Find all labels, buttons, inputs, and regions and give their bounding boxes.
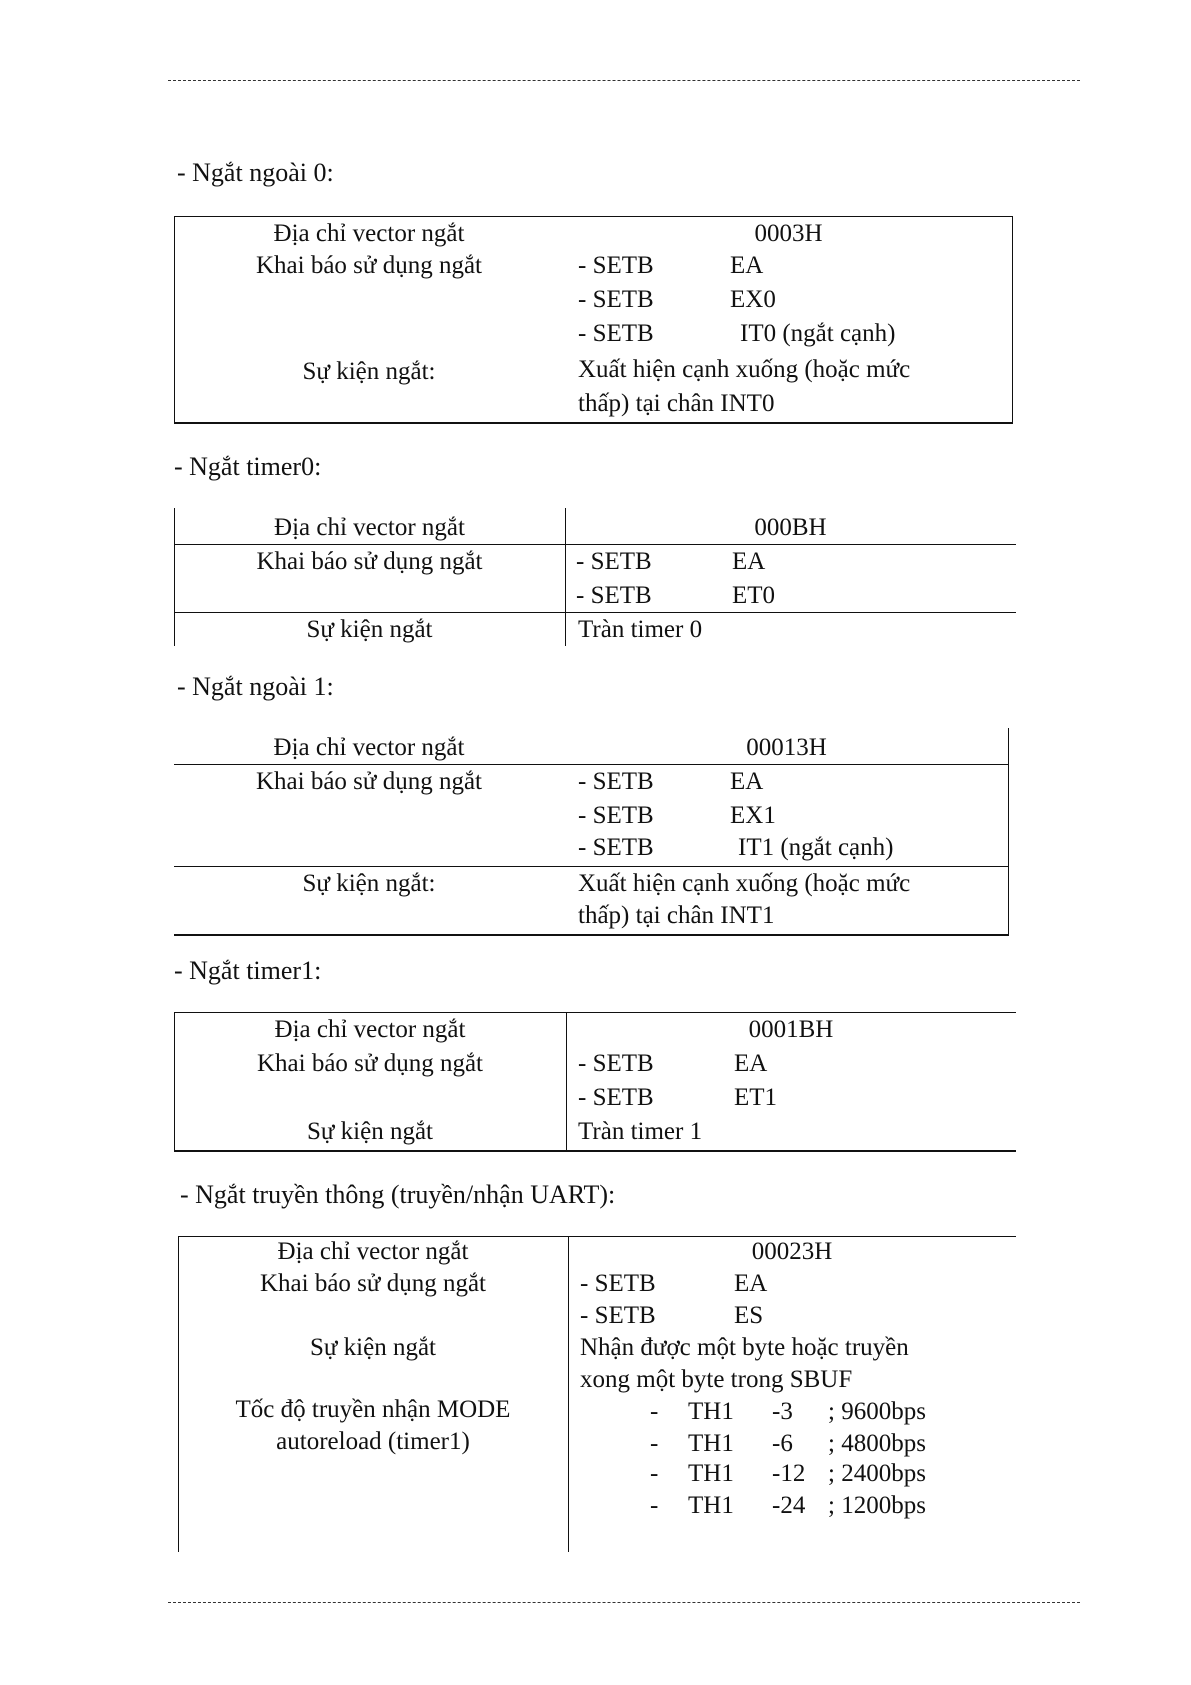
cell-label: Khai báo sử dụng ngắt	[255, 252, 482, 279]
baud-value: -24	[772, 1492, 806, 1519]
command-arg: ET1	[734, 1084, 778, 1111]
command-op: - SETB	[578, 834, 654, 861]
baud-register: TH1	[688, 1398, 734, 1425]
cell-text: Tràn timer 0	[578, 616, 703, 643]
table-border	[174, 764, 1009, 765]
table-external-interrupt-0	[174, 216, 1013, 424]
cell-text: Nhận được một byte hoặc truyền	[580, 1334, 909, 1361]
cell-label: Sự kiện ngắt	[306, 1118, 434, 1145]
table-border	[568, 1236, 569, 1552]
cell-text: thấp) tại chân INT1	[578, 902, 775, 929]
cell-text: thấp) tại chân INT0	[578, 390, 775, 417]
cell-label: Sự kiện ngắt	[309, 1334, 437, 1361]
cell-label: Địa chỉ vector ngắt	[274, 1016, 466, 1043]
baud-bullet: -	[650, 1492, 659, 1519]
cell-label: Địa chỉ vector ngắt	[274, 514, 465, 541]
baud-rate: ; 2400bps	[828, 1460, 926, 1487]
section-heading-timer0-interrupt: - Ngắt timer0:	[174, 452, 322, 481]
cell-value: 0003H	[754, 220, 823, 247]
command-arg: ES	[734, 1302, 764, 1329]
table-border	[174, 1150, 1016, 1152]
cell-label: Sự kiện ngắt:	[302, 870, 436, 897]
cell-label: Khai báo sử dụng ngắt	[259, 1270, 486, 1297]
cell-text: Xuất hiện cạnh xuống (hoặc mức	[578, 870, 911, 897]
command-arg: EA	[730, 252, 764, 279]
command-op: - SETB	[578, 320, 654, 347]
section-heading-timer1-interrupt: - Ngắt timer1:	[174, 956, 322, 985]
cell-value: 00023H	[751, 1238, 833, 1265]
section-heading-uart-interrupt: - Ngắt truyền thông (truyền/nhận UART):	[180, 1180, 616, 1209]
command-op: - SETB	[580, 1270, 656, 1297]
baud-bullet: -	[650, 1460, 659, 1487]
cell-label: Sự kiện ngắt:	[302, 358, 436, 385]
command-arg: EA	[734, 1270, 768, 1297]
table-uart-interrupt	[178, 1236, 1016, 1552]
command-arg: IT1 (ngắt cạnh)	[738, 834, 894, 861]
cell-label: Khai báo sử dụng ngắt	[256, 548, 483, 575]
command-op: - SETB	[580, 1302, 656, 1329]
baud-value: -6	[772, 1430, 793, 1457]
baud-rate: ; 9600bps	[828, 1398, 926, 1425]
baud-rate: ; 1200bps	[828, 1492, 926, 1519]
command-op: - SETB	[578, 1050, 654, 1077]
table-border	[174, 1012, 1016, 1013]
cell-text: xong một byte trong SBUF	[580, 1366, 853, 1393]
table-timer0-interrupt	[174, 508, 1016, 646]
table-border	[174, 422, 1013, 424]
cell-label: Địa chỉ vector ngắt	[273, 734, 465, 761]
table-external-interrupt-1	[174, 728, 1009, 936]
footer-rule	[168, 1602, 1080, 1603]
baud-rate: ; 4800bps	[828, 1430, 926, 1457]
baud-bullet: -	[650, 1430, 659, 1457]
baud-value: -3	[772, 1398, 793, 1425]
command-arg: EA	[730, 768, 764, 795]
table-border	[174, 934, 1009, 936]
baud-register: TH1	[688, 1460, 734, 1487]
baud-bullet: -	[650, 1398, 659, 1425]
table-border	[174, 216, 1013, 217]
command-arg: IT0 (ngắt cạnh)	[740, 320, 896, 347]
command-arg: EA	[732, 548, 766, 575]
header-rule	[168, 80, 1080, 81]
cell-value: 000BH	[754, 514, 827, 541]
command-arg: ET0	[732, 582, 776, 609]
section-heading-external-interrupt-0: - Ngắt ngoài 0:	[177, 158, 334, 187]
cell-label: Khai báo sử dụng ngắt	[255, 768, 482, 795]
command-op: - SETB	[576, 548, 652, 575]
cell-label: Sự kiện ngắt	[306, 616, 433, 643]
table-border	[174, 612, 1016, 613]
cell-label: Tốc độ truyền nhận MODE	[235, 1396, 511, 1423]
table-border	[174, 544, 1016, 545]
baud-register: TH1	[688, 1492, 734, 1519]
cell-label: autoreload (timer1)	[276, 1428, 470, 1455]
cell-value: 00013H	[746, 734, 827, 761]
cell-value: 0001BH	[748, 1016, 834, 1043]
cell-label: Địa chỉ vector ngắt	[273, 220, 465, 247]
command-op: - SETB	[578, 768, 654, 795]
cell-text: Tràn timer 1	[578, 1118, 703, 1145]
command-op: - SETB	[578, 252, 654, 279]
table-border	[174, 866, 1009, 867]
table-timer1-interrupt	[174, 1012, 1016, 1152]
baud-value: -12	[772, 1460, 806, 1487]
section-heading-external-interrupt-1: - Ngắt ngoài 1:	[177, 672, 334, 701]
command-op: - SETB	[578, 1084, 654, 1111]
baud-register: TH1	[688, 1430, 734, 1457]
cell-label: Địa chỉ vector ngắt	[277, 1238, 469, 1265]
command-op: - SETB	[576, 582, 652, 609]
cell-text: Xuất hiện cạnh xuống (hoặc mức	[578, 356, 911, 383]
command-arg: EA	[734, 1050, 768, 1077]
command-op: - SETB	[578, 802, 654, 829]
cell-label: Khai báo sử dụng ngắt	[256, 1050, 483, 1077]
command-arg: EX1	[730, 802, 776, 829]
command-op: - SETB	[578, 286, 654, 313]
command-arg: EX0	[730, 286, 776, 313]
